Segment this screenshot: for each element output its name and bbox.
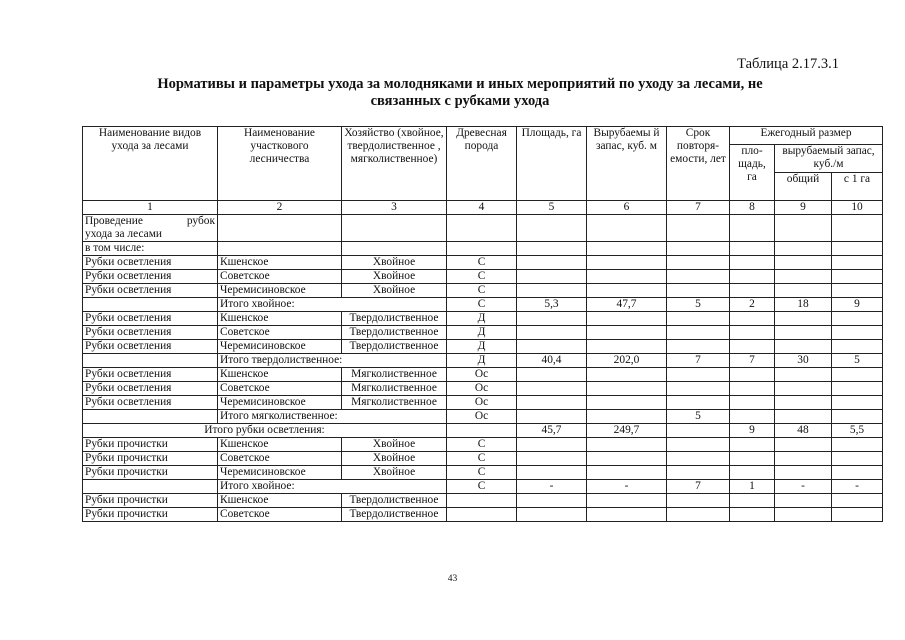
table-cell: С	[447, 480, 517, 494]
table-cell	[517, 494, 587, 508]
subtotal-row	[83, 354, 883, 368]
table-cell	[832, 452, 883, 466]
table-cell: 5,3	[517, 298, 587, 312]
table-cell: Черемисиновское	[218, 284, 342, 298]
col-num: 10	[832, 201, 883, 215]
subtotal-row	[83, 480, 883, 494]
col-num: 5	[517, 201, 587, 215]
table-cell: 30	[775, 354, 832, 368]
table-cell	[730, 312, 775, 326]
table-cell	[667, 382, 730, 396]
table-cell	[832, 438, 883, 452]
table-cell: С	[447, 284, 517, 298]
table-cell: 249,7	[587, 424, 667, 438]
table-cell: Черемисиновское	[218, 396, 342, 410]
table-cell	[832, 270, 883, 284]
table-cell: Хвойное	[342, 270, 447, 284]
table-cell	[775, 215, 832, 242]
table-cell	[667, 424, 730, 438]
table-cell	[730, 438, 775, 452]
table-cell: 9	[832, 298, 883, 312]
table-cell: Д	[447, 326, 517, 340]
table-cell: 7	[730, 354, 775, 368]
table-cell	[517, 270, 587, 284]
table-cell	[218, 242, 342, 256]
table-cell	[775, 326, 832, 340]
table-cell	[517, 284, 587, 298]
table-cell: Мягколиственное	[342, 382, 447, 396]
table-cell: Мягколиственное	[342, 368, 447, 382]
subtotal-label: Итого твердолиственное:	[218, 354, 447, 368]
col-num: 8	[730, 201, 775, 215]
table-row	[83, 326, 883, 340]
table-row	[83, 312, 883, 326]
table-cell	[730, 396, 775, 410]
table-row	[83, 508, 883, 522]
table-cell	[517, 396, 587, 410]
table-cell	[218, 215, 342, 242]
table-cell	[832, 410, 883, 424]
table-cell	[730, 410, 775, 424]
table-cell	[587, 312, 667, 326]
table-cell	[667, 494, 730, 508]
table-cell: Ос	[447, 410, 517, 424]
table-cell	[667, 452, 730, 466]
table-cell	[587, 270, 667, 284]
forest-care-table	[82, 126, 883, 522]
incl-cell: в том числе:	[83, 242, 218, 256]
table-cell	[587, 215, 667, 242]
table-cell: Рубки прочистки	[83, 438, 218, 452]
table-cell	[730, 284, 775, 298]
table-caption: Таблица 2.17.3.1	[737, 56, 839, 72]
table-cell	[832, 396, 883, 410]
table-cell	[587, 508, 667, 522]
table-cell	[730, 270, 775, 284]
table-cell	[832, 382, 883, 396]
table-cell	[832, 215, 883, 242]
table-cell: Хвойное	[342, 284, 447, 298]
table-cell	[667, 368, 730, 382]
col-num: 7	[667, 201, 730, 215]
table-cell	[775, 368, 832, 382]
table-cell	[587, 438, 667, 452]
table-cell	[730, 256, 775, 270]
table-cell	[587, 410, 667, 424]
table-cell: -	[587, 480, 667, 494]
table-cell: Советское	[218, 326, 342, 340]
table-row	[83, 215, 883, 242]
table-cell: Мягколиственное	[342, 396, 447, 410]
table-cell	[730, 340, 775, 354]
table-cell	[517, 466, 587, 480]
table-cell: Рубки осветления	[83, 382, 218, 396]
table-cell: Д	[447, 312, 517, 326]
table-cell: Кшенское	[218, 494, 342, 508]
table-cell	[775, 382, 832, 396]
table-cell: Твердолиственное	[342, 312, 447, 326]
col-num: 1	[83, 201, 218, 215]
table-cell	[667, 284, 730, 298]
table-cell: Ос	[447, 382, 517, 396]
table-cell	[517, 452, 587, 466]
table-cell	[517, 382, 587, 396]
table-cell	[517, 215, 587, 242]
table-cell	[447, 494, 517, 508]
table-cell: Хвойное	[342, 438, 447, 452]
table-cell	[832, 256, 883, 270]
table-cell	[667, 438, 730, 452]
table-cell	[587, 494, 667, 508]
table-row	[83, 242, 883, 256]
table-cell	[587, 452, 667, 466]
table-cell	[832, 326, 883, 340]
table-cell: Рубки прочистки	[83, 452, 218, 466]
table-cell	[667, 466, 730, 480]
table-cell: Кшенское	[218, 438, 342, 452]
header-stock: Вырубаемы й запас, куб. м	[587, 127, 667, 201]
table-cell: -	[832, 480, 883, 494]
table-cell: Кшенское	[218, 256, 342, 270]
table-cell: 5,5	[832, 424, 883, 438]
table-cell	[517, 410, 587, 424]
header-kind: Наименование видов ухода за лесами	[83, 127, 218, 201]
table-cell: 202,0	[587, 354, 667, 368]
table-cell	[775, 242, 832, 256]
table-cell	[83, 354, 218, 368]
table-cell: Твердолиственное	[342, 326, 447, 340]
table-cell: Рубки осветления	[83, 396, 218, 410]
table-cell: Ос	[447, 368, 517, 382]
table-cell	[83, 298, 218, 312]
table-cell: Хвойное	[342, 256, 447, 270]
table-cell: Советское	[218, 270, 342, 284]
table-cell	[730, 494, 775, 508]
table-cell: 5	[667, 298, 730, 312]
table-cell	[342, 215, 447, 242]
table-cell	[667, 215, 730, 242]
table-cell	[730, 452, 775, 466]
table-cell	[587, 466, 667, 480]
table-cell: Хвойное	[342, 452, 447, 466]
table-cell: Хвойное	[342, 466, 447, 480]
table-cell	[587, 256, 667, 270]
table-cell	[775, 284, 832, 298]
header-row	[83, 127, 883, 145]
subtotal-row	[83, 298, 883, 312]
table-cell	[730, 508, 775, 522]
table-cell: Рубки осветления	[83, 326, 218, 340]
table-row	[83, 256, 883, 270]
table-cell	[667, 326, 730, 340]
table-cell	[832, 284, 883, 298]
header-economy: Хозяйство (хвойное, твердолиственное , мягколиственное)	[342, 127, 447, 201]
table-cell	[832, 368, 883, 382]
table-cell	[730, 242, 775, 256]
table-cell: Черемисиновское	[218, 466, 342, 480]
table-cell	[83, 410, 218, 424]
table-row	[83, 452, 883, 466]
table-cell	[517, 312, 587, 326]
table-cell	[730, 382, 775, 396]
col-num: 4	[447, 201, 517, 215]
table-cell: 1	[730, 480, 775, 494]
table-cell	[517, 256, 587, 270]
page-number: 43	[447, 574, 458, 584]
table-row	[83, 396, 883, 410]
table-cell: Рубки осветления	[83, 368, 218, 382]
table-cell: Рубки осветления	[83, 284, 218, 298]
table-cell	[832, 242, 883, 256]
subtotal-label: Итого хвойное:	[218, 480, 447, 494]
table-cell	[587, 396, 667, 410]
table-cell: 2	[730, 298, 775, 312]
table-cell: 7	[667, 354, 730, 368]
header-annual-stock: вырубаемый запас, куб./м	[775, 145, 883, 173]
table-cell	[730, 466, 775, 480]
table-cell: Д	[447, 340, 517, 354]
table-cell: Рубки прочистки	[83, 508, 218, 522]
header-annual-area: пло-щадь, га	[730, 145, 775, 201]
table-cell	[832, 312, 883, 326]
table-cell	[667, 508, 730, 522]
table-cell	[832, 508, 883, 522]
col-num: 6	[587, 201, 667, 215]
table-cell	[832, 340, 883, 354]
table-cell: Черемисиновское	[218, 340, 342, 354]
table-cell: -	[775, 480, 832, 494]
table-cell	[775, 312, 832, 326]
intro-cell: Проведение рубок ухода за лесами	[83, 215, 218, 242]
header-annual: Ежегодный размер	[730, 127, 883, 145]
table-cell	[775, 508, 832, 522]
table-cell	[667, 242, 730, 256]
table-cell	[517, 438, 587, 452]
header-forestry: Наименование участкового лесничества	[218, 127, 342, 201]
table-cell	[517, 340, 587, 354]
table-cell	[832, 494, 883, 508]
table-title: Нормативы и параметры ухода за молодняками и иных мероприятий по уходу за лесами, не связанных с рубками ухода	[157, 76, 763, 109]
header-species: Древесная порода	[447, 127, 517, 201]
table-cell	[775, 494, 832, 508]
header-annual-total: общий	[775, 173, 832, 201]
table-row	[83, 494, 883, 508]
table-cell	[667, 312, 730, 326]
col-num: 9	[775, 201, 832, 215]
header-area: Площадь, га	[517, 127, 587, 201]
subtotal-label: Итого хвойное:	[218, 298, 447, 312]
table-cell	[775, 452, 832, 466]
table-cell	[342, 242, 447, 256]
table-cell: Рубки осветления	[83, 312, 218, 326]
table-cell: 9	[730, 424, 775, 438]
table-cell	[447, 242, 517, 256]
table-cell: С	[447, 438, 517, 452]
table-cell	[775, 410, 832, 424]
table-cell: Кшенское	[218, 368, 342, 382]
table-cell	[667, 396, 730, 410]
table-cell: 5	[667, 410, 730, 424]
table-cell: -	[517, 480, 587, 494]
table-cell	[517, 326, 587, 340]
table-cell: Рубки осветления	[83, 270, 218, 284]
table-cell	[83, 480, 218, 494]
table-cell: Твердолиственное	[342, 494, 447, 508]
table-cell: 7	[667, 480, 730, 494]
table-cell	[730, 368, 775, 382]
table-cell	[667, 340, 730, 354]
table-cell: Кшенское	[218, 312, 342, 326]
table-cell: 45,7	[517, 424, 587, 438]
table-cell	[587, 284, 667, 298]
table-cell	[587, 326, 667, 340]
header-period: Срок повторя-емости, лет	[667, 127, 730, 201]
table-cell: С	[447, 298, 517, 312]
subtotal-label: Итого мягколиственное:	[218, 410, 447, 424]
table-cell	[775, 270, 832, 284]
table-cell	[447, 508, 517, 522]
table-row	[83, 284, 883, 298]
table-cell	[730, 215, 775, 242]
table-cell: 40,4	[517, 354, 587, 368]
table-cell	[447, 424, 517, 438]
table-cell: 47,7	[587, 298, 667, 312]
column-numbers-row	[83, 201, 883, 215]
table-cell	[775, 340, 832, 354]
table-cell	[667, 270, 730, 284]
table-cell	[775, 438, 832, 452]
table-row	[83, 382, 883, 396]
table-cell: Рубки осветления	[83, 256, 218, 270]
table-cell	[730, 326, 775, 340]
table-cell	[517, 242, 587, 256]
table-cell: Твердолиственное	[342, 340, 447, 354]
table-cell: С	[447, 466, 517, 480]
table-cell	[832, 466, 883, 480]
table-cell	[775, 256, 832, 270]
table-cell: С	[447, 452, 517, 466]
table-cell	[775, 396, 832, 410]
table-cell	[587, 382, 667, 396]
table-cell: Советское	[218, 508, 342, 522]
table-cell: 5	[832, 354, 883, 368]
table-cell: Советское	[218, 452, 342, 466]
col-num: 3	[342, 201, 447, 215]
table-cell: Советское	[218, 382, 342, 396]
table-row	[83, 270, 883, 284]
table-cell	[667, 256, 730, 270]
table-cell: 48	[775, 424, 832, 438]
total-row	[83, 424, 883, 438]
table-cell: Ос	[447, 396, 517, 410]
total-label: Итого рубки осветления:	[83, 424, 447, 438]
col-num: 2	[218, 201, 342, 215]
table-cell: Рубки осветления	[83, 340, 218, 354]
table-row	[83, 438, 883, 452]
table-cell	[447, 215, 517, 242]
table-cell	[587, 242, 667, 256]
table-cell	[517, 368, 587, 382]
table-cell	[517, 508, 587, 522]
table-cell: Рубки прочистки	[83, 466, 218, 480]
header-annual-per-ha: с 1 га	[832, 173, 883, 201]
table-cell: Твердолиственное	[342, 508, 447, 522]
subtotal-row	[83, 410, 883, 424]
table-cell	[587, 340, 667, 354]
table-cell	[775, 466, 832, 480]
table-row	[83, 368, 883, 382]
table-cell: С	[447, 270, 517, 284]
table-row	[83, 466, 883, 480]
table-cell: С	[447, 256, 517, 270]
table-cell: Рубки прочистки	[83, 494, 218, 508]
table-row	[83, 340, 883, 354]
table-cell: Д	[447, 354, 517, 368]
table-cell	[587, 368, 667, 382]
table-cell: 18	[775, 298, 832, 312]
